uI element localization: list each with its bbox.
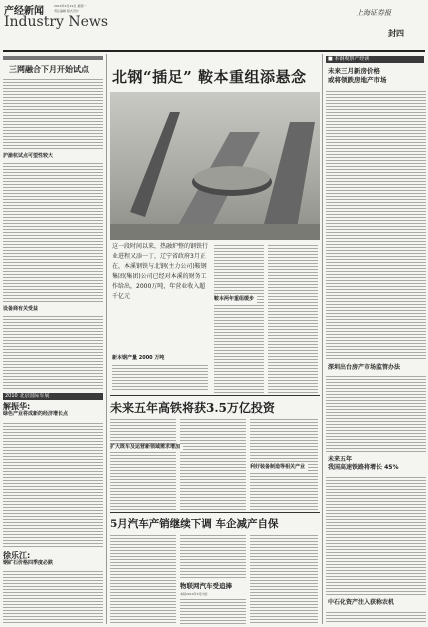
headline-five-years: 未来五年 xyxy=(328,456,353,463)
headline-three-network: 三网融合下月开始试点 xyxy=(9,65,89,74)
section-rule xyxy=(110,395,320,396)
article-body xyxy=(268,244,318,394)
subhead-new-output: 新本钢产量 2000 万吨 xyxy=(112,355,165,361)
headline-house-price: 未来三月新房价格 xyxy=(328,67,380,75)
article-body xyxy=(112,364,208,392)
section-title-en: Industry News xyxy=(4,14,109,30)
headline-iron-ore: 钢矿石价格四季度必跌 xyxy=(3,560,54,566)
headline-xu-lejiang: 徐乐江: xyxy=(3,551,31,560)
article-body xyxy=(326,611,426,624)
article-body xyxy=(326,476,426,596)
headline-shenzhen: 深圳出台房产市场监管办法 xyxy=(328,364,401,371)
headline-pilot: 沪渝杭试点可望性较大 xyxy=(3,153,54,159)
lead-photo xyxy=(110,92,320,240)
kicker-line xyxy=(3,56,103,60)
auto-subhead-note: 本版2010年3月内容 xyxy=(180,592,208,596)
right-column xyxy=(326,54,426,624)
column-divider xyxy=(106,54,107,624)
section-title-cn: 产经新闻 xyxy=(4,6,44,17)
auto-subhead-iot: 物联网汽车受追捧 xyxy=(180,582,232,590)
paper-name: 上海证券报 xyxy=(356,9,391,17)
masthead-rule xyxy=(3,50,425,52)
right-kicker: ■ 本钢观察产经读 xyxy=(326,56,424,63)
rail-headline: 未来五年高铁将获3.5万亿投资 xyxy=(110,401,275,415)
headline-green-industry: 绿色产业将成新的经济增长点 xyxy=(3,411,69,417)
headline-rail-growth: 我国高速铁路将增长 45% xyxy=(328,464,399,471)
steel-pipe-illustration xyxy=(110,92,320,240)
article-body xyxy=(110,534,176,624)
subhead-two-year: 鞍本两年重组缓步 xyxy=(214,296,257,303)
article-body xyxy=(180,418,246,510)
article-body xyxy=(250,534,318,624)
auto-headline: 5月汽车产销继续下调 车企减产自保 xyxy=(110,518,279,530)
left-column xyxy=(3,54,103,624)
subhead-equipment: 设备商有关受益 xyxy=(3,306,39,312)
lead-caption: 这一段时间以来，热融炉整的钢铁行业进程又添一丁，辽宁省政府3月正在，本溪钢铁与北钢(主力公司)鞍钢集团(集团)公司已经对本溪的财务工作给出，2000万吨，年营业收入超千亿元 xyxy=(112,243,208,300)
article-body xyxy=(3,570,103,624)
masthead xyxy=(0,0,428,50)
rail-subhead-1: 扩大既车及运营新领域需求增加 xyxy=(110,444,183,451)
headline-jie-zhenhua: 解振华: xyxy=(3,402,31,411)
article-body xyxy=(214,244,264,394)
headline-sinopec: 中石化资产注入获称农机 xyxy=(328,599,395,606)
article-body xyxy=(3,162,103,302)
section-rule xyxy=(110,512,320,513)
headline-house-price-b: 或将领跌房地产市场 xyxy=(328,76,387,84)
page-number: 封四 xyxy=(388,29,404,38)
article-body xyxy=(180,534,246,578)
article-body xyxy=(3,422,103,547)
editor-line: 责任编辑 版式设计 xyxy=(54,9,79,13)
article-body xyxy=(326,90,426,360)
article-body xyxy=(180,598,246,624)
article-body xyxy=(110,418,176,510)
article-body xyxy=(326,375,426,453)
rail-subhead-2: 利好装备制造等相关产业 xyxy=(250,464,308,471)
column-divider xyxy=(322,54,323,624)
lead-headline: 北钢“插足” 鞍本重组添悬念 xyxy=(112,68,307,86)
article-body xyxy=(3,315,103,390)
article-body xyxy=(3,78,103,150)
date-line: 2010年4月19日 星期一 xyxy=(54,4,87,8)
kicker-2010: 2010 北京国际车展 xyxy=(3,393,103,400)
